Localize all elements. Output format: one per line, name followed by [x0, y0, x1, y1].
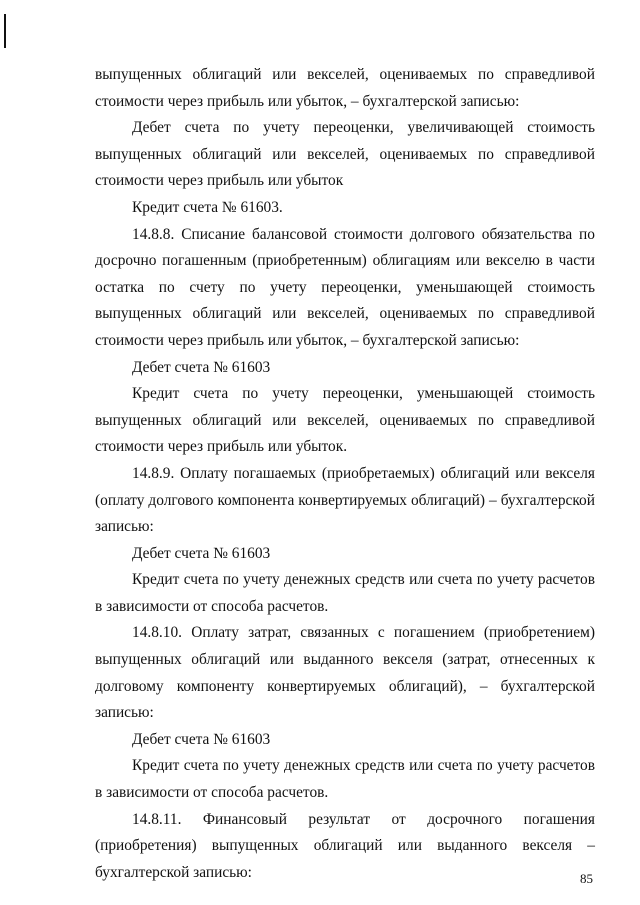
paragraph-credit-61603: Кредит счета № 61603. — [132, 198, 283, 216]
paragraph-debit-61603: Дебет счета № 61603 — [132, 544, 271, 562]
paragraph-14-8-11: 14.8.11. Финансовый результат от досрочного погашения (приобретения) выпущенных облигаций или выданного векселя – бухгалтерской записью: — [95, 810, 595, 881]
paragraph-14-8-9: 14.8.9. Оплату погашаемых (приобретаемых) облигаций или векселя (оплату долгового компонента конвертируемых облигаций) – бухгалтерской записью: — [95, 464, 595, 536]
paragraph-debit-61603: Дебет счета № 61603 — [132, 730, 271, 748]
paragraph-debit-revaluation: Дебет счета по учету переоценки, увеличивающей стоимость выпущенных облигаций или векселей, оцениваемых по справедливой стоимости через прибыль или убыток — [95, 119, 595, 190]
paragraph-14-8-10: 14.8.10. Оплату затрат, связанных с погашением (приобретением) выпущенных облигаций или выданного векселя (затрат, отнесенных к долговому компоненту конвертируемых облигаций), – бухгалтерской записью: — [95, 624, 595, 722]
paragraph-credit-cash: Кредит счета по учету денежных средств или счета по учету расчетов в зависимости от способа расчетов. — [95, 571, 595, 615]
document-body — [95, 62, 595, 886]
paragraph-debit-61603: Дебет счета № 61603 — [132, 358, 271, 376]
paragraph-credit-revaluation: Кредит счета по учету переоценки, уменьшающей стоимость выпущенных облигаций или векселей, оцениваемых по справедливой стоимости через прибыль или убыток. — [95, 385, 595, 456]
page-number: 85 — [580, 871, 593, 886]
paragraph-credit-cash: Кредит счета по учету денежных средств или счета по учету расчетов в зависимости от способа расчетов. — [95, 757, 595, 802]
paragraph-continuation: выпущенных облигаций или векселей, оцениваемых по справедливой стоимости через прибыль или убыток, – бухгалтерской записью: — [95, 66, 595, 110]
scan-edge-mark — [4, 14, 6, 48]
paragraph-14-8-8: 14.8.8. Списание балансовой стоимости долгового обязательства по досрочно погашенным (приобретенным) облигациям или векселю в части остатка по счету по учету переоценки, уменьшающей стоимость выпущенных облигаций или векселей, оцениваемых по справедливой стоимости через прибыль или убыток, – бухгалтерской записью: — [95, 225, 595, 349]
